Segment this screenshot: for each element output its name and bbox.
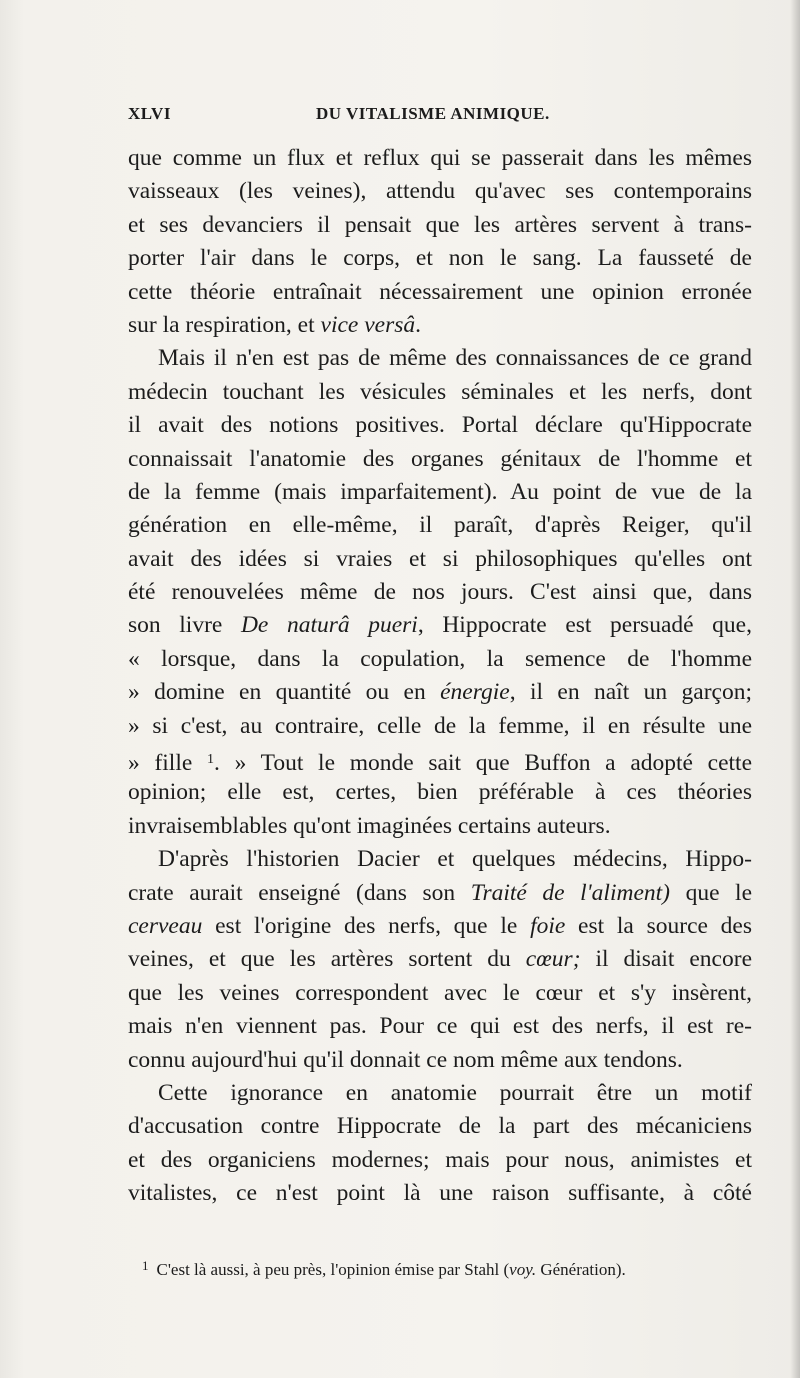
text-line: vaisseaux (les veines), attendu qu'avec ses contemporains bbox=[128, 178, 752, 205]
text-line: mais n'en viennent pas. Pour ce qui est des nerfs, il est re- bbox=[128, 1013, 752, 1040]
italic-text: énergie bbox=[440, 679, 510, 706]
italic-text: vice versâ bbox=[320, 311, 416, 338]
footnote-mark: 1 bbox=[142, 1258, 149, 1273]
text-line: que comme un flux et reflux qui se passerait dans les mêmes bbox=[128, 145, 752, 171]
text-line: sur la respiration, et vice versâ. bbox=[128, 311, 421, 338]
text-line: Mais il n'en est pas de même des connaissances de ce grand bbox=[158, 345, 752, 372]
text-line: avait des idées si vraies et si philosophiques qu'elles ont bbox=[128, 545, 752, 572]
text-line: et ses devanciers il pensait que les artères servent à trans- bbox=[128, 211, 752, 238]
italic-text: De naturâ pueri bbox=[240, 612, 418, 639]
text-line: médecin touchant les vésicules séminales et les nerfs, dont bbox=[128, 378, 752, 405]
italic-text: cerveau bbox=[128, 912, 203, 939]
italic-text: foie bbox=[530, 912, 566, 939]
page-edge-shadow bbox=[790, 0, 800, 1378]
text-line: porter l'air dans le corps, et non le sang. La fausseté de bbox=[128, 245, 752, 272]
text-line: d'accusation contre Hippocrate de la part des mécaniciens bbox=[128, 1113, 752, 1140]
text-line: il avait des notions positives. Portal déclare qu'Hippocrate bbox=[128, 412, 752, 439]
text-line: de la femme (mais imparfaitement). Au point de vue de la bbox=[128, 478, 752, 505]
footnote: $^1$ C'est là aussi, à peu près, l'opinion émise par Stahl (voy. Génération). bbox=[142, 1258, 626, 1279]
text-line: que les veines correspondent avec le cœur et s'y insèrent, bbox=[128, 979, 752, 1006]
text-line: invraisemblables qu'ont imaginées certains auteurs. bbox=[128, 812, 611, 839]
text-line: Cette ignorance en anatomie pourrait être un motif bbox=[158, 1079, 752, 1106]
italic-text: cœur; bbox=[525, 946, 581, 973]
text-line: été renouvelées même de nos jours. C'est ainsi que, dans bbox=[128, 579, 752, 606]
text-line: opinion; elle est, certes, bien préférable à ces théories bbox=[128, 779, 752, 806]
footnote-reference: 1 bbox=[207, 752, 214, 768]
page-number: XLVI bbox=[128, 104, 171, 123]
text-line: veines, et que les artères sortent du cœur; il disait encore bbox=[128, 946, 752, 973]
text-line: » domine en quantité ou en énergie, il en naît un garçon; bbox=[128, 679, 752, 706]
page-header bbox=[128, 104, 752, 134]
text-line: » si c'est, au contraire, celle de la femme, il en résulte une bbox=[128, 712, 752, 739]
text-line: et des organiciens modernes; mais pour nous, animistes et bbox=[128, 1146, 752, 1173]
body-text bbox=[128, 142, 752, 1211]
text-line: « lorsque, dans la copulation, la semence de l'homme bbox=[128, 645, 752, 672]
text-line: crate aurait enseigné (dans son Traité de l'aliment) que le bbox=[128, 879, 753, 906]
italic-text: Traité de l'aliment) bbox=[470, 879, 671, 906]
text-line: connu aujourd'hui qu'il donnait ce nom même aux tendons. bbox=[128, 1046, 683, 1073]
text-line: cette théorie entraînait nécessairement une opinion erronée bbox=[128, 278, 752, 305]
text-line: connaissait l'anatomie des organes génitaux de l'homme et bbox=[128, 445, 752, 472]
text-line: son livre De naturâ pueri, Hippocrate est persuadé que, bbox=[128, 612, 752, 639]
text-line: cerveau est l'origine des nerfs, que le foie est la source des bbox=[128, 912, 752, 939]
text-line: » fille $^1$. » Tout le monde sait que Buffon a adopté cette bbox=[128, 750, 753, 777]
text-line: D'après l'historien Dacier et quelques médecins, Hippo- bbox=[158, 846, 752, 873]
text-line: vitalistes, ce n'est point là une raison suffisante, à côté bbox=[128, 1180, 752, 1207]
text-line: génération en elle-même, il paraît, d'après Reiger, qu'il bbox=[128, 512, 752, 539]
italic-text: voy. bbox=[509, 1260, 537, 1279]
running-title: DU VITALISME ANIMIQUE. bbox=[316, 104, 550, 123]
